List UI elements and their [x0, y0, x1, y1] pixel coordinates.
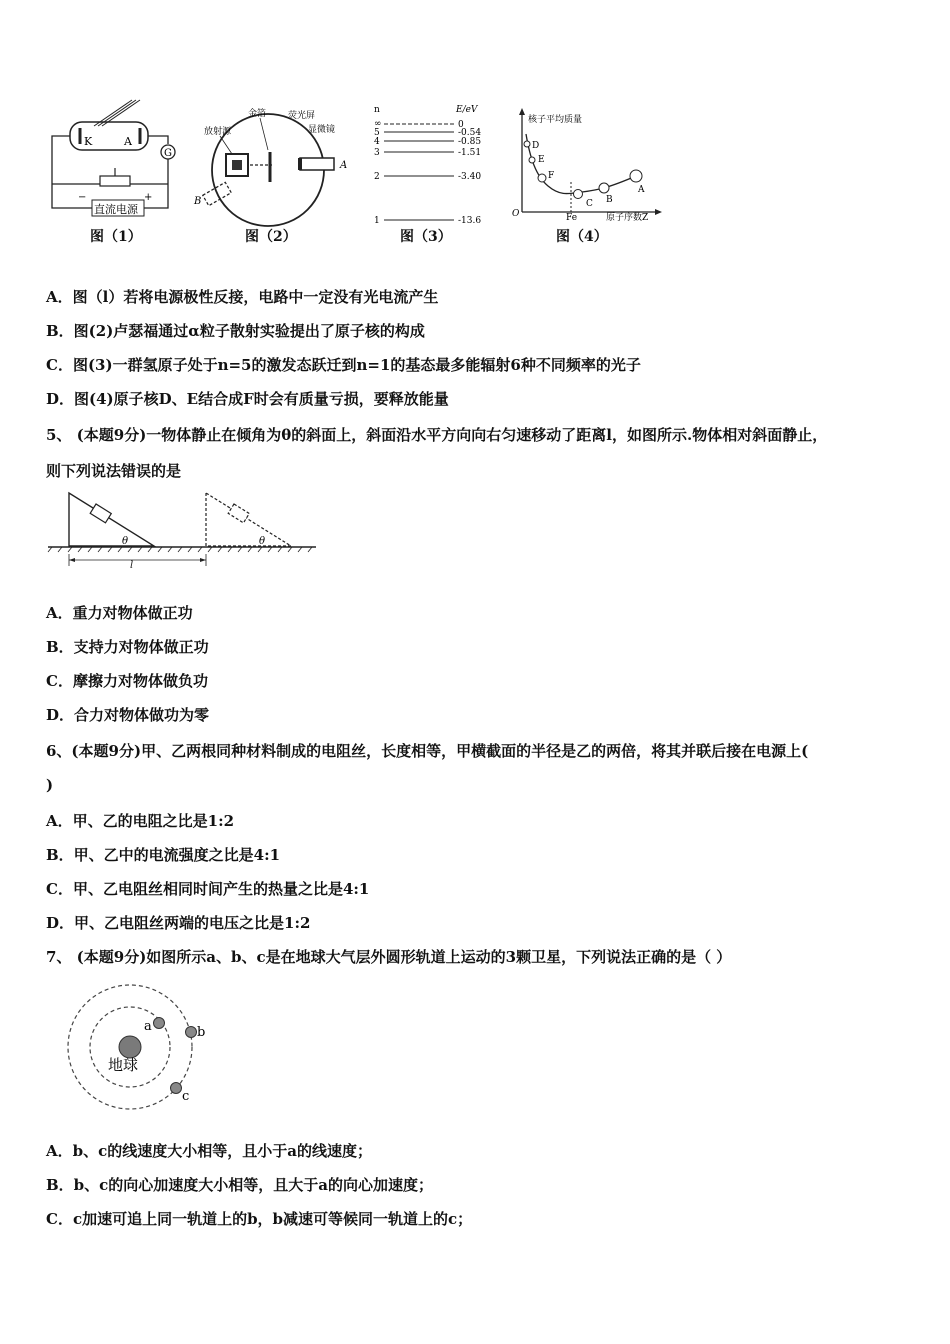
q7-orbit-figure: [64, 984, 224, 1114]
x-axis-label: 原子序数Z: [606, 213, 649, 222]
figure-1-caption: 图（1）: [90, 229, 142, 245]
svg-text:-13.6: -13.6: [458, 216, 482, 226]
q7-option-a: A．b、c的线速度大小相等，且小于a的线速度；: [46, 1142, 372, 1160]
q6-stem-line1: 6、(本题9分)甲、乙两根同种材料制成的电阻丝，长度相等，甲横截面的半径是乙的两倍，将其并联后接在电源上(: [46, 742, 809, 760]
theta-label-2: θ: [259, 536, 266, 547]
label-minus: −: [78, 192, 87, 203]
figure-4-caption: 图（4）: [556, 229, 608, 245]
svg-text:5: 5: [374, 128, 380, 138]
level-2: [374, 172, 481, 182]
q5-incline-figure: [44, 488, 324, 572]
satellite-a-label: a: [144, 1019, 152, 1034]
svg-text:-0.54: -0.54: [458, 128, 482, 138]
q4-option-c: C．图(3)一群氢原子处于n=5的激发态跃迁到n=1的基态最多能辐射6种不同频率的光子: [46, 356, 641, 374]
q7-option-c: C．c加速可追上同一轨道上的b，b减速可等候同一轨道上的c；: [46, 1210, 473, 1228]
q5-stem-line1: 5、 (本题9分)一物体静止在倾角为θ的斜面上，斜面沿水平方向向右匀速移动了距离l，如图所示.物体相对斜面静止，: [46, 426, 828, 444]
point-f: [538, 174, 546, 182]
figure-2-rutherford: [190, 104, 360, 228]
svg-text:4: 4: [374, 137, 380, 147]
svg-text:F: F: [548, 171, 555, 181]
label-gold-foil: 金箔: [248, 109, 267, 119]
label-a: A: [340, 160, 348, 171]
earth-label: 地球: [108, 1056, 139, 1074]
distance-l-label: l: [130, 560, 134, 571]
figure-3-energy-levels: [370, 100, 490, 228]
svg-text:B: B: [606, 195, 613, 205]
header-e: E/eV: [456, 105, 478, 115]
q6-stem-line2: ): [46, 776, 54, 794]
origin-label: O: [512, 209, 520, 219]
svg-text:-3.40: -3.40: [458, 172, 482, 182]
q5-option-b: B．支持力对物体做正功: [46, 638, 209, 656]
level-inf: [374, 119, 464, 130]
q5-option-d: D．合力对物体做功为零: [46, 706, 210, 724]
satellite-b: [186, 1027, 197, 1038]
svg-text:C: C: [586, 199, 593, 209]
theta-label: θ: [122, 536, 129, 547]
svg-text:D: D: [532, 141, 540, 151]
q5-stem-line2: 则下列说法错误的是: [46, 462, 182, 480]
q4-option-d: D．图(4)原子核D、E结合成F时会有质量亏损，要释放能量: [46, 390, 449, 408]
fe-label: Fe: [566, 213, 578, 222]
svg-text:E: E: [538, 155, 545, 165]
satellite-a: [154, 1018, 165, 1029]
svg-text:-1.51: -1.51: [458, 148, 482, 158]
svg-text:∞: ∞: [374, 119, 382, 129]
level-1: [374, 216, 481, 226]
label-microscope: 显微镜: [308, 125, 336, 135]
level-4: [374, 137, 481, 147]
earth-icon: [119, 1036, 141, 1058]
label-plus: +: [144, 192, 153, 203]
q7-option-b: B．b、c的向心加速度大小相等，且大于a的向心加速度；: [46, 1176, 434, 1194]
svg-text:1: 1: [374, 216, 380, 226]
point-a: [630, 170, 642, 182]
point-c: [574, 190, 583, 199]
power-label: 直流电源: [94, 203, 138, 216]
point-e: [529, 157, 535, 163]
figure-2-caption: 图（2）: [245, 229, 297, 245]
q4-option-a: A．图（l）若将电源极性反接，电路中一定没有光电流产生: [46, 288, 439, 306]
svg-text:3: 3: [374, 148, 380, 158]
figure-4-nucleon-mass-curve: [508, 108, 668, 222]
svg-text:2: 2: [374, 172, 380, 182]
q6-option-d: D．甲、乙电阻丝两端的电压之比是1:2: [46, 914, 311, 932]
q6-option-c: C．甲、乙电阻丝相同时间产生的热量之比是4:1: [46, 880, 370, 898]
q5-option-a: A．重力对物体做正功: [46, 604, 193, 622]
satellite-b-label: b: [197, 1025, 206, 1040]
q6-option-b: B．甲、乙中的电流强度之比是4:1: [46, 846, 281, 864]
svg-text:A: A: [638, 185, 645, 195]
label-b: B: [194, 196, 202, 207]
q4-option-b: B．图(2)卢瑟福通过α粒子散射实验提出了原子核的构成: [46, 322, 425, 340]
q7-stem: 7、 (本题9分)如图所示a、b、c是在地球大气层外圆形轨道上运动的3颗卫星，下列说法正确的是（ ）: [46, 948, 732, 966]
label-k: K: [84, 135, 93, 148]
label-g: G: [164, 148, 172, 159]
satellite-c-label: c: [182, 1089, 190, 1104]
point-b: [599, 183, 609, 193]
q5-option-c: C．摩擦力对物体做负功: [46, 672, 208, 690]
satellite-c: [171, 1083, 182, 1094]
label-source: 放射源: [204, 127, 232, 137]
svg-text:-0.85: -0.85: [458, 137, 482, 147]
figure-3-caption: 图（3）: [400, 229, 452, 245]
q6-option-a: A．甲、乙的电阻之比是1:2: [46, 812, 235, 830]
label-a: A: [124, 135, 132, 148]
level-3: [374, 148, 481, 158]
svg-text:0: 0: [458, 120, 464, 130]
point-d: [524, 141, 530, 147]
figure-1-photoelectric-circuit: [44, 98, 184, 220]
header-n: n: [374, 105, 380, 115]
label-screen: 荧光屏: [288, 111, 316, 121]
y-axis-label: 核子平均质量: [528, 115, 583, 125]
